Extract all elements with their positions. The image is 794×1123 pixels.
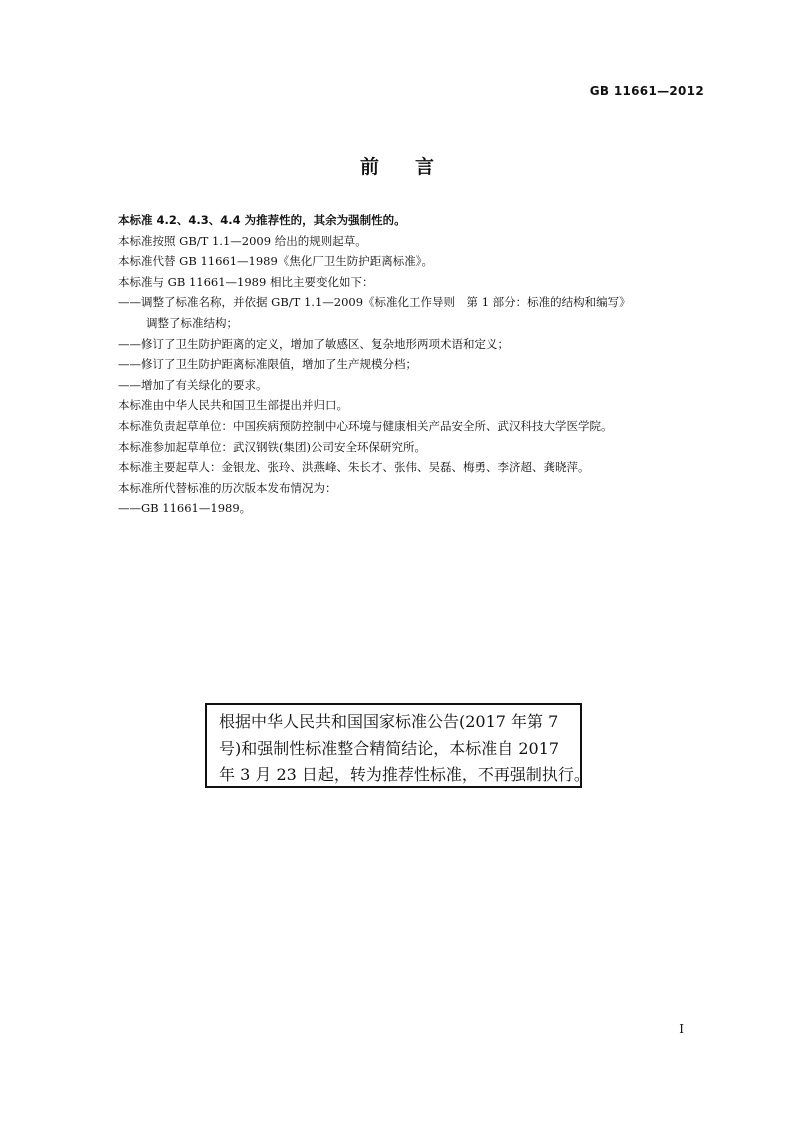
list-item-change: ——修订了卫生防护距离的定义，增加了敏感区、复杂地形两项术语和定义；: [118, 336, 509, 351]
status-notice-box: [205, 703, 590, 788]
notice-line: 根据中华人民共和国国家标准公告(2017 年第 7: [219, 712, 559, 731]
foreword-body: [118, 210, 718, 519]
paragraph-changes-intro: 本标准与 GB 11661—1989 相比主要变化如下：: [118, 274, 374, 289]
paragraph-drafters: 本标准主要起草人：金银龙、张玲、洪燕峰、朱长才、张伟、吴磊、梅勇、李济超、龚晓萍。: [118, 460, 590, 475]
list-item-change: ——增加了有关绿化的要求。: [118, 377, 268, 392]
paragraph-proposed-by: 本标准由中华人民共和国卫生部提出并归口。: [118, 398, 348, 413]
page-number: I: [679, 1022, 684, 1036]
paragraph-drafting-rules: 本标准按照 GB/T 1.1—2009 给出的规则起草。: [118, 233, 367, 248]
list-item-change: ——调整了标准名称，并依据 GB/T 1.1—2009《标准化工作导则 第 1 部分：标准的结构和编写》: [118, 295, 631, 310]
paragraph-participating-units: 本标准参加起草单位：武汉钢铁(集团)公司安全环保研究所。: [118, 439, 426, 454]
paragraph-main-drafting-units: 本标准负责起草单位：中国疾病预防控制中心环境与健康相关产品安全所、武汉科技大学医学院。: [118, 418, 613, 433]
paragraph-replaces: 本标准代替 GB 11661—1989《焦化厂卫生防护距离标准》。: [118, 254, 434, 269]
notice-line: 年 3 月 23 日起，转为推荐性标准，不再强制执行。: [219, 765, 590, 784]
paragraph-recommended-clauses: 本标准 4.2、4.3、4.4 为推荐性的，其余为强制性的。: [118, 213, 406, 227]
standard-number: GB 11661—2012: [589, 84, 704, 98]
paragraph-previous-editions: 本标准所代替标准的历次版本发布情况为：: [118, 480, 337, 495]
list-item-change-continuation: 调整了标准结构；: [146, 315, 238, 330]
notice-line: 号)和强制性标准整合精简结论，本标准自 2017: [219, 738, 560, 758]
page-title: 前言: [359, 156, 470, 178]
list-item-previous-edition: ——GB 11661—1989。: [118, 501, 252, 516]
list-item-change: ——修订了卫生防护距离标准限值，增加了生产规模分档；: [118, 357, 417, 372]
